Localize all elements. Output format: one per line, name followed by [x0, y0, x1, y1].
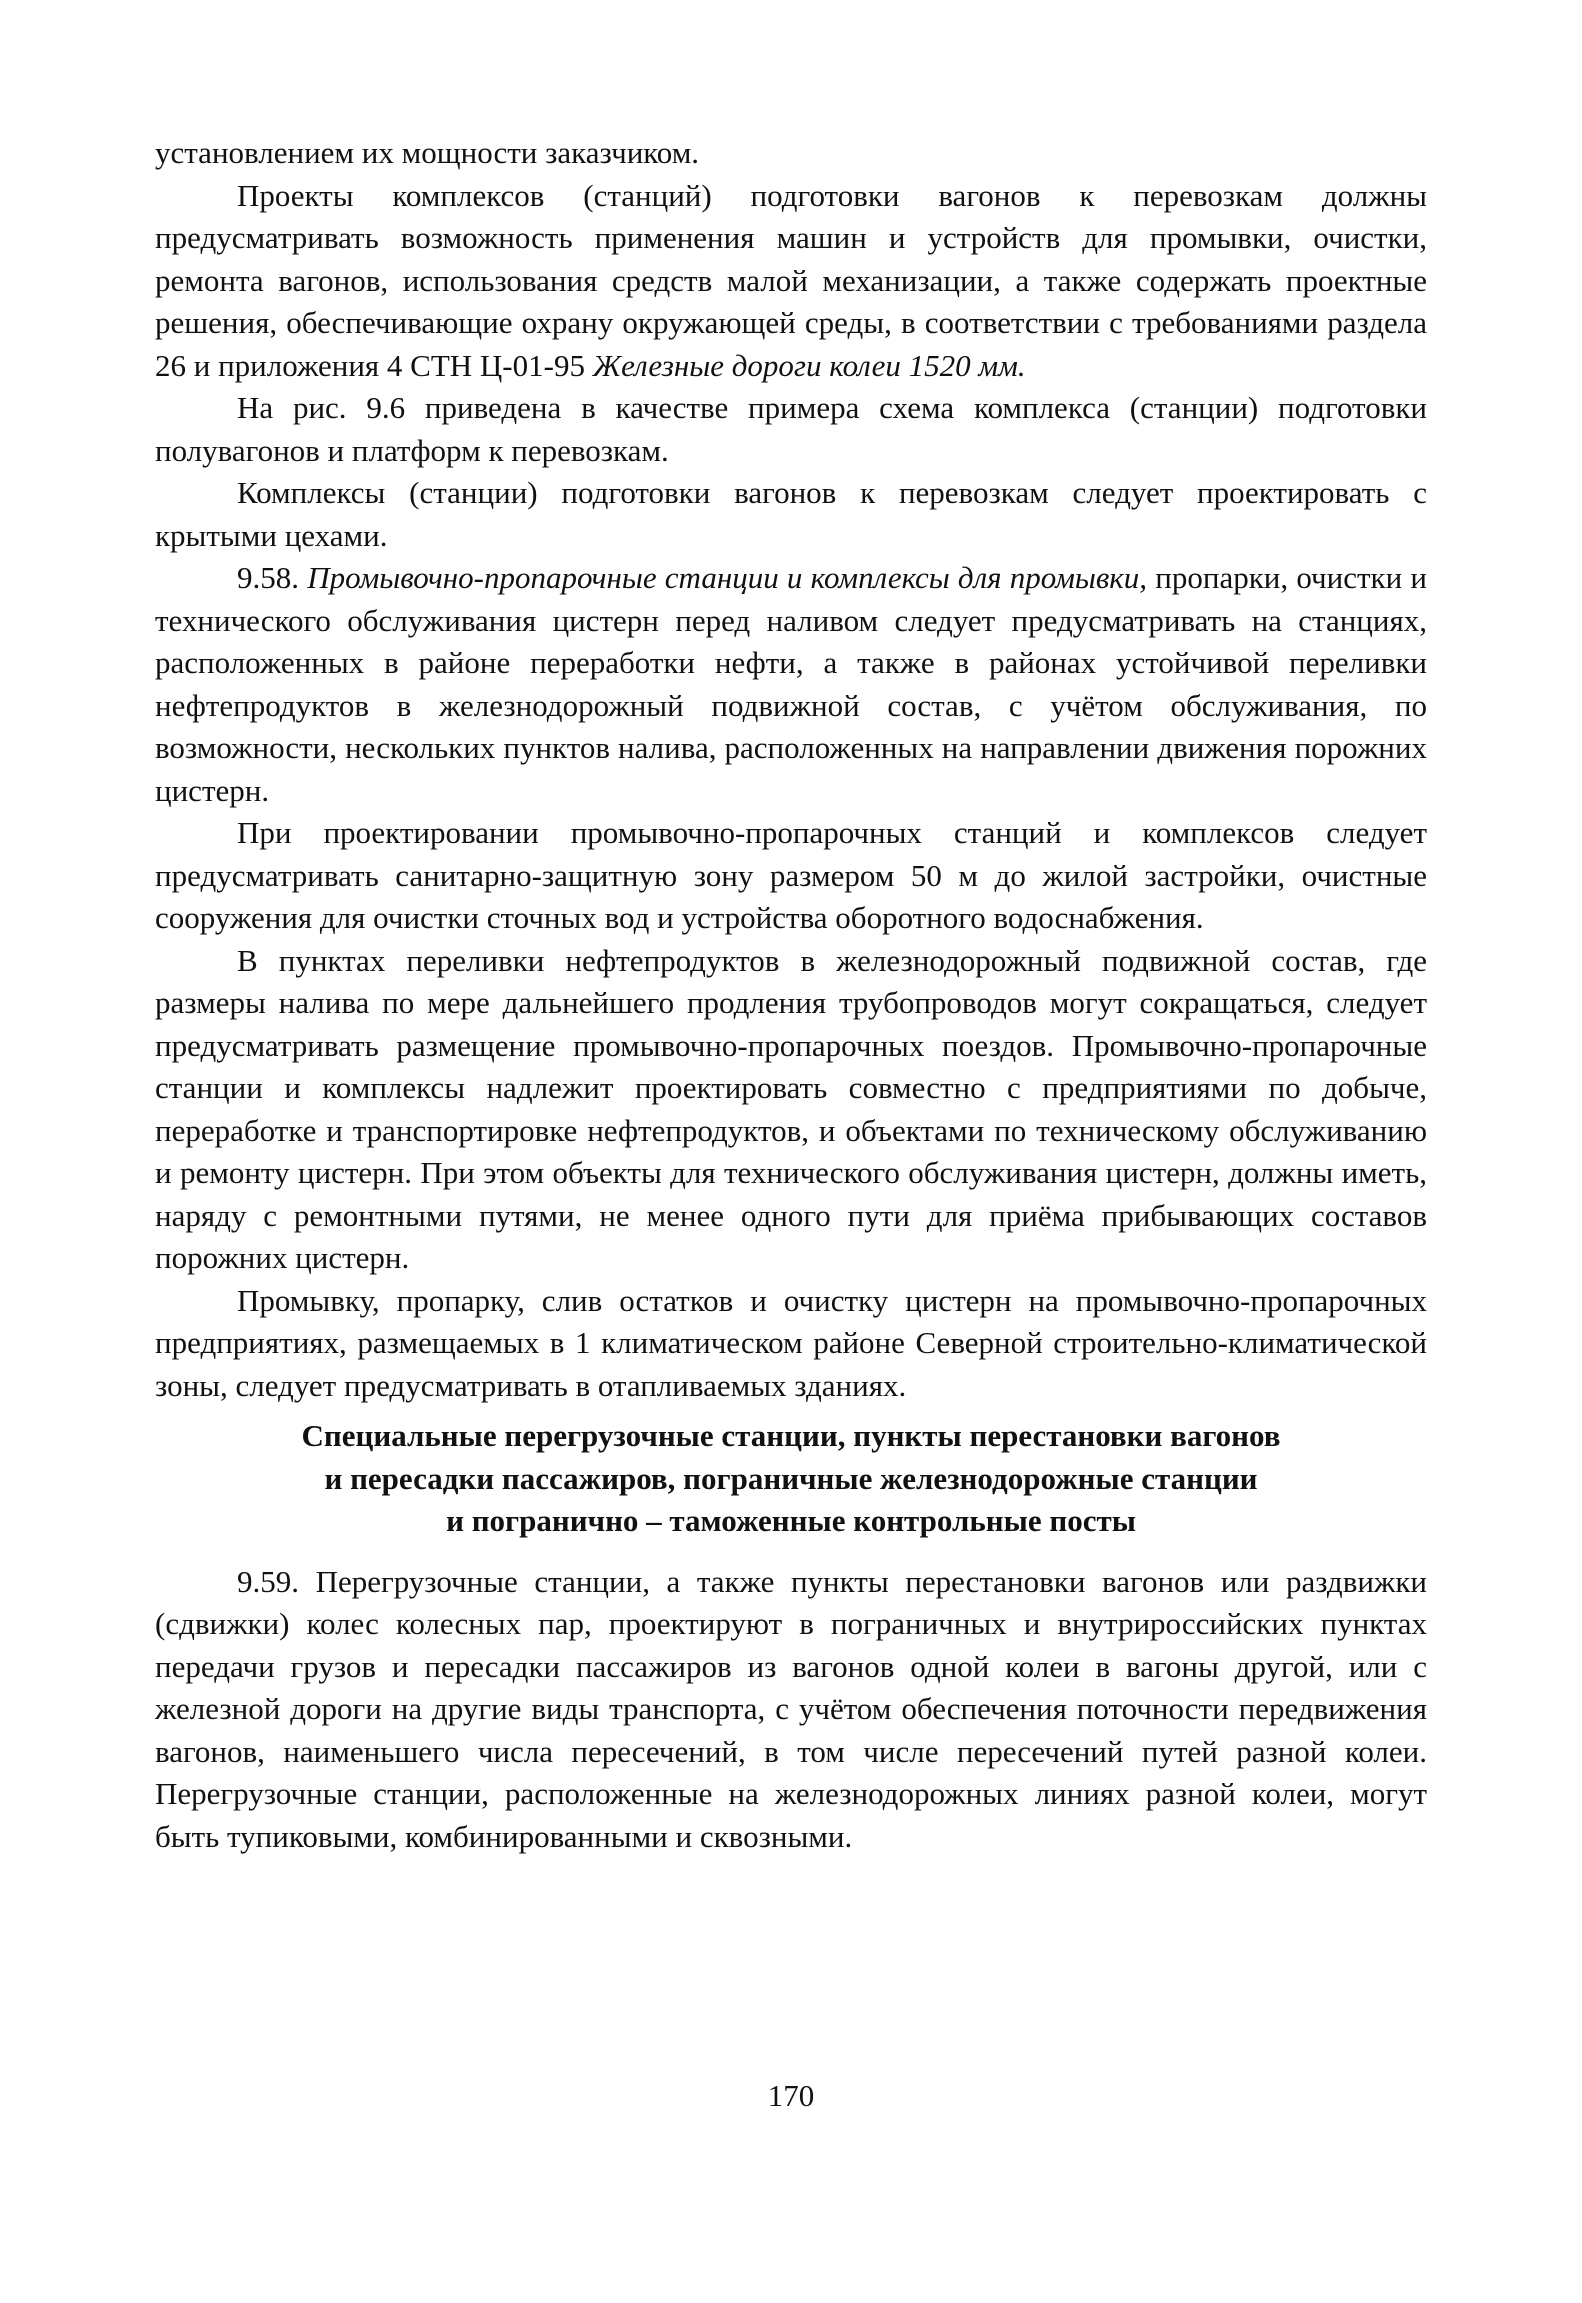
page-body: [155, 132, 1427, 1858]
page-number: 170: [767, 2078, 815, 2113]
paragraph-projects: [155, 175, 1427, 388]
section-heading: [155, 1415, 1427, 1543]
paragraph-projects-italic: Железные дороги колеи 1520 мм.: [592, 347, 1026, 383]
paragraph-heated-buildings: Промывку, пропарку, слив остатков и очистку цистерн на промывочно-пропарочных предприятиях, размещаемых в 1 климатическом районе Северной строительно-климатической зоны, следует предусматривать в отапливаемых зданиях.: [155, 1282, 1427, 1403]
section-heading-line-2: и пересадки пассажиров, пограничные железнодорожные станции: [324, 1460, 1258, 1496]
clause-title-9-58: Промывочно-пропарочные станции и комплексы для промывки,: [307, 560, 1148, 595]
section-heading-line-1: Специальные перегрузочные станции, пункты перестановки вагонов: [301, 1418, 1281, 1453]
paragraph-9-59: 9.59. Перегрузочные станции, а также пункты перестановки вагонов или раздвижки (сдвижки) колес колесных пар, проектируют в пограничных и внутрироссийских пунктах передачи грузов и пересадки пассажиров из вагонов одной колеи в вагоны другой, или с железной дороги на другие виды транспорта, с учётом обеспечения поточности передвижения вагонов, наименьшего числа пересечений, в том числе пересечений путей разной колеи. Перегрузочные станции, расположенные на железнодорожных линиях разной колеи, могут быть тупиковыми, комбинированными и сквозными.: [155, 1563, 1427, 1854]
clause-number-9-58: 9.58.: [237, 560, 308, 595]
paragraph-9-58: [155, 557, 1427, 812]
paragraph-transfer-points: В пунктах переливки нефтепродуктов в железнодорожный подвижной состав, где размеры налива по мере дальнейшего продления трубопроводов могут сокращаться, следует предусматривать размещение промывочно-пропарочных поездов. Промывочно-пропарочные станции и комплексы надлежит проектировать совместно с предприятиями по добыче, переработке и транспортировке нефтепродуктов, и объектами по техническому обслуживанию и ремонту цистерн. При этом объекты для технического обслуживания цистерн, должны иметь, наряду с ремонтными путями, не менее одного пути для приёма прибывающих составов порожних цистерн.: [155, 942, 1427, 1275]
section-heading-line-3: и погранично – таможенные контрольные посты: [446, 1503, 1136, 1538]
clause-text-9-58: пропарки, очистки и технического обслуживания цистерн перед наливом следует предусматривать на станциях, расположенных в районе переработки нефти, а также в районах устойчивой переливки нефтепродуктов в железнодорожный подвижной состав, с учётом обслуживания, по возможности, нескольких пунктов налива, расположенных на направлении движения порожних цистерн.: [155, 560, 1428, 808]
paragraph-sanitary-zone: При проектировании промывочно-пропарочных станций и комплексов следует предусматривать санитарно-защитную зону размером 50 м до жилой застройки, очистные сооружения для очистки сточных вод и устройства оборотного водоснабжения.: [155, 815, 1427, 935]
paragraph-complexes: Комплексы (станции) подготовки вагонов к перевозкам следует проектировать с крытыми цехами.: [155, 475, 1427, 553]
paragraph-figure-ref: На рис. 9.6 приведена в качестве примера схема комплекса (станции) подготовки полувагонов и платформ к перевозкам.: [155, 390, 1427, 468]
paragraph-projects-text: Проекты комплексов (станций) подготовки вагонов к перевозкам должны предусматривать возможность применения машин и устройств для промывки, очистки, ремонта вагонов, использования средств малой механизации, а также содержать проектные решения, обеспечивающие охрану окружающей среды, в соответствии с требованиями раздела 26 и приложения 4 СТН Ц-01-95: [155, 177, 1427, 383]
paragraph-continued: установлением их мощности заказчиком.: [155, 135, 700, 170]
